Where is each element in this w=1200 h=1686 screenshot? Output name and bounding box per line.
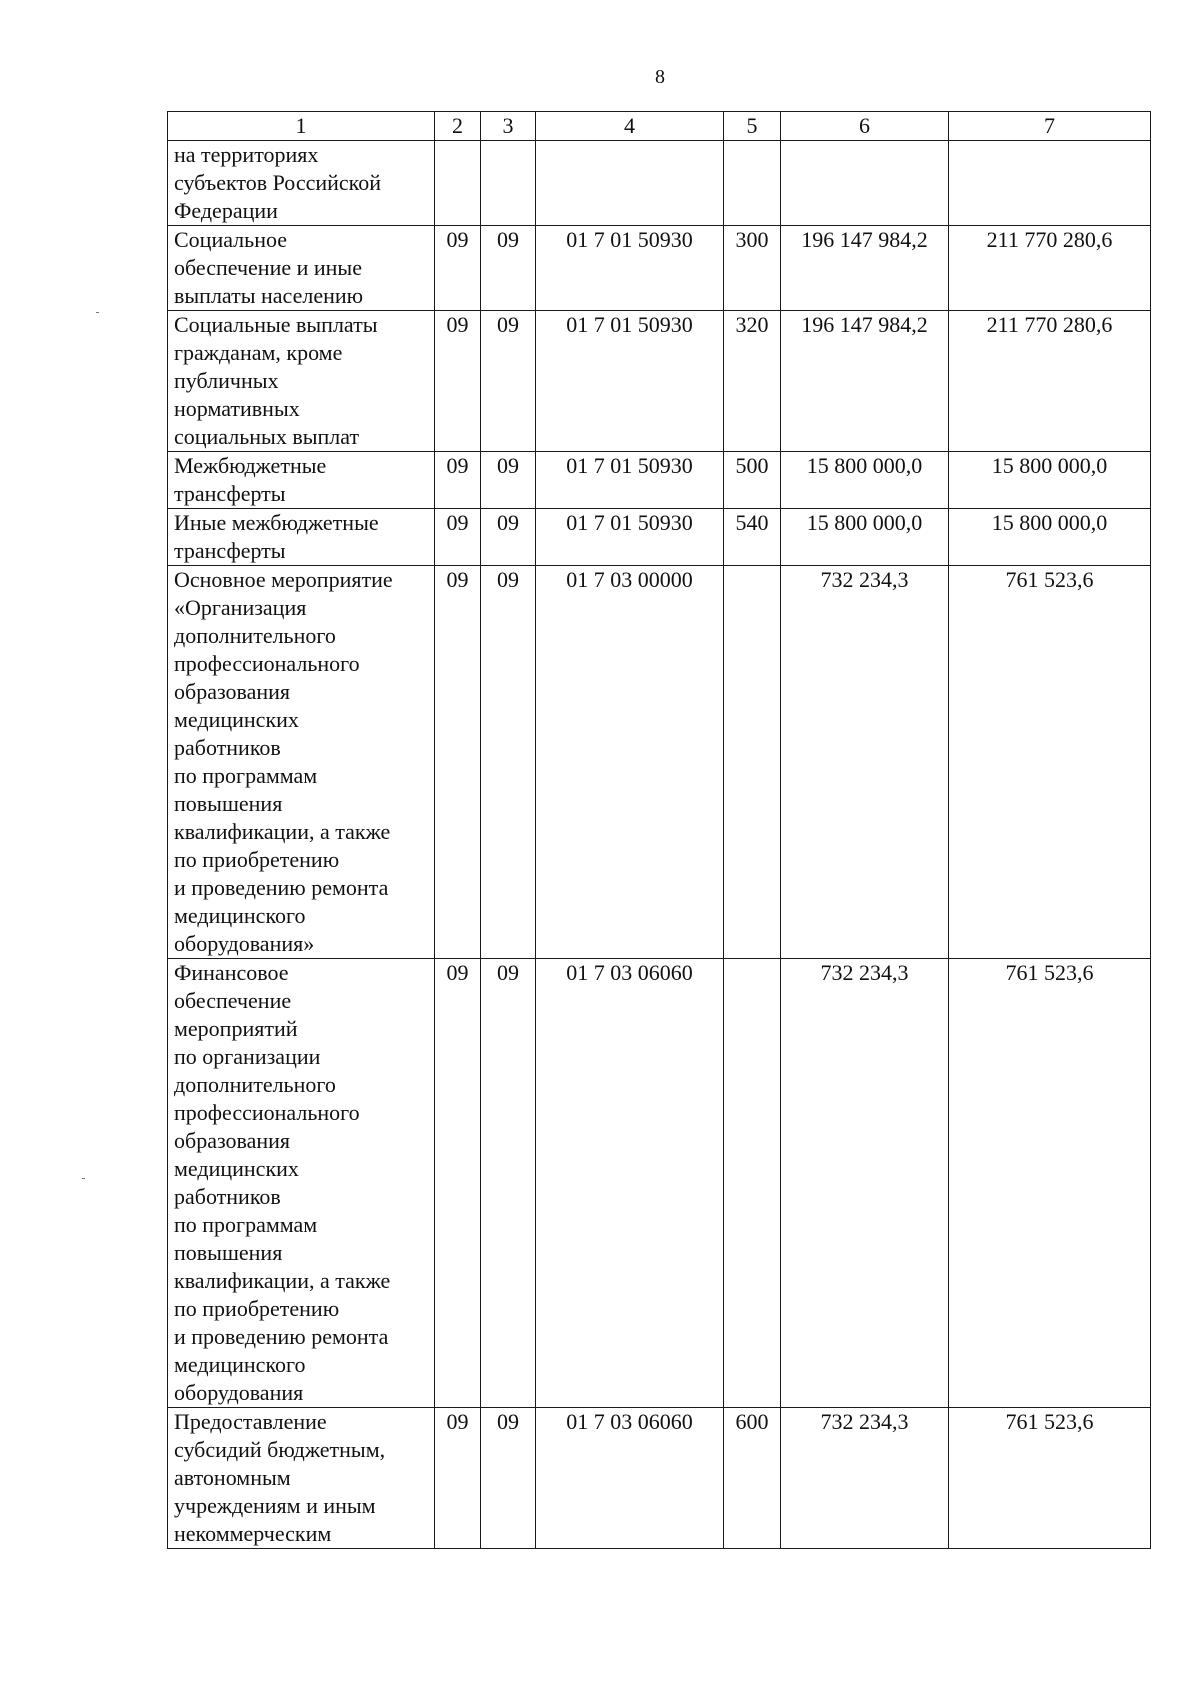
amount-year1-cell: 196 147 984,2 <box>781 311 949 452</box>
amount-year2-cell: 15 800 000,0 <box>949 509 1151 566</box>
expense-type-cell <box>724 959 781 1408</box>
column-header-3: 3 <box>481 112 536 141</box>
row-name-cell: Предоставление субсидий бюджетным, автономным учреждениям и иным некоммерческим <box>168 1408 435 1549</box>
row-name-cell: Социальное обеспечение и иные выплаты населению <box>168 226 435 311</box>
section-cell: 09 <box>435 226 481 311</box>
subsection-cell: 09 <box>481 566 536 959</box>
row-name-cell: Основное мероприятие «Организация дополнительного профессионального образования медицинских работников по программам повышения квалификации, а также по приобретению и проведению ремонта медицинского оборудования» <box>168 566 435 959</box>
amount-year1-cell: 732 234,3 <box>781 566 949 959</box>
target-article-cell: 01 7 03 06060 <box>536 959 724 1408</box>
table-row <box>168 1408 1151 1549</box>
target-article-cell: 01 7 03 06060 <box>536 1408 724 1549</box>
table-row <box>168 566 1151 959</box>
expense-type-cell <box>724 141 781 226</box>
subsection-cell: 09 <box>481 509 536 566</box>
subsection-cell <box>481 141 536 226</box>
subsection-cell: 09 <box>481 311 536 452</box>
subsection-cell: 09 <box>481 1408 536 1549</box>
subsection-cell: 09 <box>481 226 536 311</box>
expense-type-cell: 320 <box>724 311 781 452</box>
table-header <box>168 112 1151 141</box>
subsection-cell: 09 <box>481 452 536 509</box>
amount-year1-cell: 732 234,3 <box>781 959 949 1408</box>
section-cell: 09 <box>435 311 481 452</box>
column-header-7: 7 <box>949 112 1151 141</box>
target-article-cell: 01 7 01 50930 <box>536 509 724 566</box>
scan-mark <box>82 1178 85 1179</box>
amount-year2-cell: 211 770 280,6 <box>949 226 1151 311</box>
row-name-cell: на территориях субъектов Российской Федерации <box>168 141 435 226</box>
target-article-cell: 01 7 01 50930 <box>536 311 724 452</box>
scan-mark <box>96 312 99 313</box>
section-cell: 09 <box>435 566 481 959</box>
column-header-5: 5 <box>724 112 781 141</box>
row-name-cell: Финансовое обеспечение мероприятий по организации дополнительного профессионального образования медицинских работников по программам повышения квалификации, а также по приобретению и проведению ремонта медицинского оборудования <box>168 959 435 1408</box>
section-cell: 09 <box>435 959 481 1408</box>
section-cell: 09 <box>435 452 481 509</box>
expense-type-cell: 540 <box>724 509 781 566</box>
amount-year2-cell: 211 770 280,6 <box>949 311 1151 452</box>
amount-year1-cell: 15 800 000,0 <box>781 509 949 566</box>
table-body <box>168 141 1151 1549</box>
amount-year1-cell: 15 800 000,0 <box>781 452 949 509</box>
amount-year2-cell: 15 800 000,0 <box>949 452 1151 509</box>
section-cell: 09 <box>435 509 481 566</box>
budget-table <box>167 111 1151 1549</box>
table-row <box>168 226 1151 311</box>
amount-year1-cell: 732 234,3 <box>781 1408 949 1549</box>
subsection-cell: 09 <box>481 959 536 1408</box>
amount-year2-cell: 761 523,6 <box>949 1408 1151 1549</box>
target-article-cell: 01 7 01 50930 <box>536 226 724 311</box>
amount-year2-cell <box>949 141 1151 226</box>
table-row <box>168 452 1151 509</box>
row-name-cell: Межбюджетные трансферты <box>168 452 435 509</box>
table-row <box>168 509 1151 566</box>
table-row <box>168 959 1151 1408</box>
column-header-2: 2 <box>435 112 481 141</box>
amount-year1-cell: 196 147 984,2 <box>781 226 949 311</box>
row-name-cell: Иные межбюджетные трансферты <box>168 509 435 566</box>
section-cell: 09 <box>435 1408 481 1549</box>
amount-year2-cell: 761 523,6 <box>949 959 1151 1408</box>
table-row <box>168 141 1151 226</box>
expense-type-cell <box>724 566 781 959</box>
column-header-1: 1 <box>168 112 435 141</box>
target-article-cell: 01 7 01 50930 <box>536 452 724 509</box>
target-article-cell <box>536 141 724 226</box>
target-article-cell: 01 7 03 00000 <box>536 566 724 959</box>
page-number: 8 <box>655 66 665 88</box>
expense-type-cell: 600 <box>724 1408 781 1549</box>
amount-year1-cell <box>781 141 949 226</box>
row-name-cell: Социальные выплаты гражданам, кроме публичных нормативных социальных выплат <box>168 311 435 452</box>
section-cell <box>435 141 481 226</box>
header-row <box>168 112 1151 141</box>
expense-type-cell: 300 <box>724 226 781 311</box>
expense-type-cell: 500 <box>724 452 781 509</box>
amount-year2-cell: 761 523,6 <box>949 566 1151 959</box>
table-row <box>168 311 1151 452</box>
column-header-4: 4 <box>536 112 724 141</box>
column-header-6: 6 <box>781 112 949 141</box>
